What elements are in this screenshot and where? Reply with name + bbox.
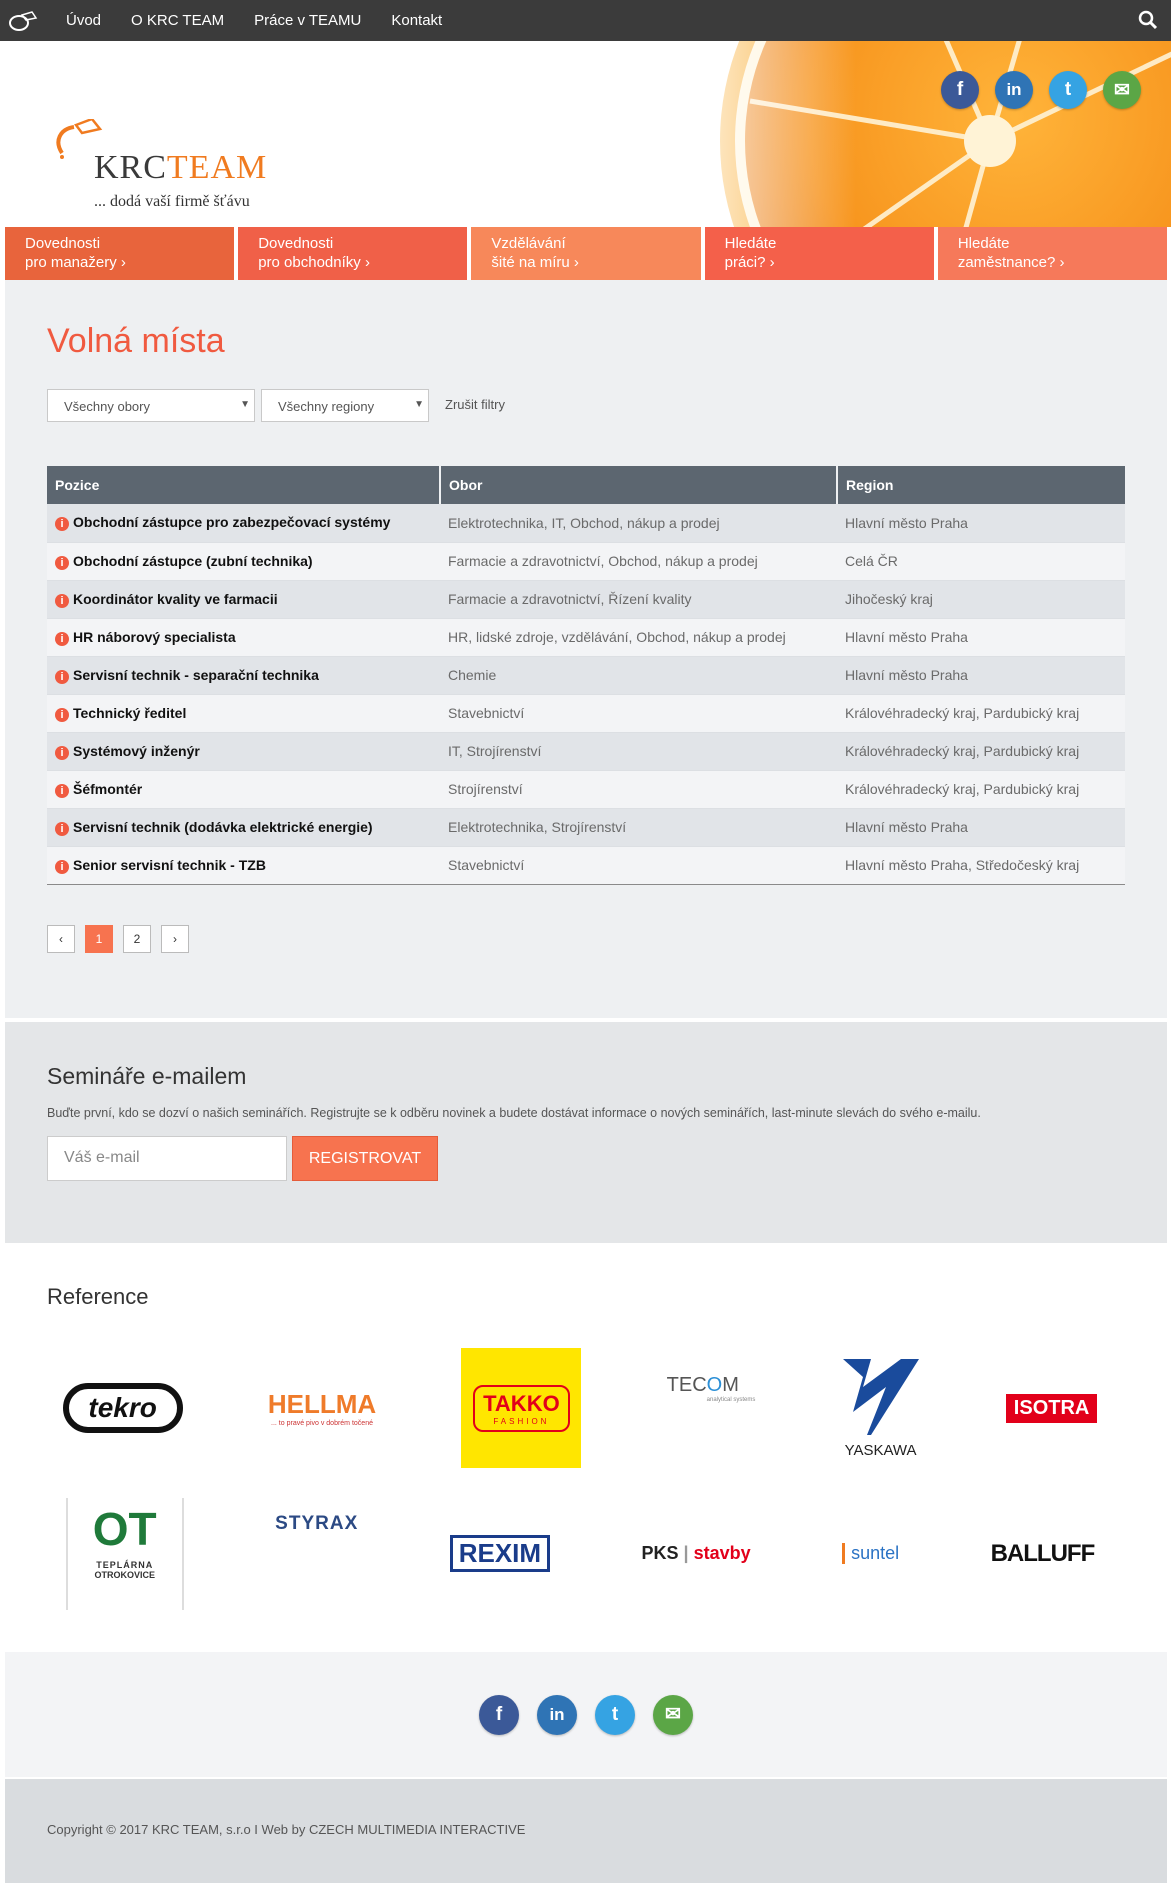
info-icon: i <box>55 822 69 836</box>
brand-tagline: ... dodá vaší firmě šťávu <box>94 193 250 210</box>
info-icon: i <box>55 784 69 798</box>
info-icon: i <box>55 556 69 570</box>
balluff-logo[interactable]: BALLUFF <box>990 1539 1095 1567</box>
hellma-logo[interactable]: HELLMA ... to pravé pivo v dobrém točené <box>267 1389 377 1427</box>
social-links-footer <box>5 1652 1167 1777</box>
home-logo-icon[interactable] <box>6 9 40 33</box>
references-title: Reference <box>47 1284 149 1309</box>
nav-item-kontakt[interactable]: Kontakt <box>391 12 443 29</box>
page-1-button[interactable]: 1 <box>85 925 113 953</box>
top-navigation <box>0 0 1171 41</box>
next-page-button[interactable]: › <box>161 925 189 953</box>
nav-item-o-krc-team[interactable]: O KRC TEAM <box>131 12 225 29</box>
page-2-button[interactable]: 2 <box>123 925 151 953</box>
newsletter-title: Semináře e-mailem <box>47 1063 247 1089</box>
suntel-logo[interactable]: suntel <box>842 1543 899 1564</box>
orange-slice-image <box>660 41 1171 227</box>
footer-copyright <box>5 1779 1167 1883</box>
newsletter-section <box>5 1022 1167 1243</box>
field-filter-select[interactable]: Všechny obory ▼ <box>47 389 255 422</box>
tile-dovednosti-manazeri[interactable]: Dovednosti pro manažery › <box>5 227 234 280</box>
caret-down-icon: ▼ <box>240 399 250 410</box>
copyright-text: Copyright © 2017 KRC TEAM, s.r.o I Web by CZECH MULTIMEDIA INTERACTIVE <box>47 1822 526 1837</box>
tile-vzdelavani[interactable]: Vzdělávání šité na míru › <box>471 227 700 280</box>
info-icon: i <box>55 632 69 646</box>
site-header <box>0 41 1171 227</box>
page-title: Volná místa <box>47 322 225 360</box>
table-row[interactable]: i Koordinátor kvality ve farmacii Farmacie a zdravotnictví, Řízení kvality Jihočeský kraj <box>47 580 1125 618</box>
email-input[interactable]: Váš e-mail <box>47 1136 287 1181</box>
email-icon[interactable]: ✉ <box>653 1695 693 1735</box>
email-icon[interactable]: ✉ <box>1103 71 1141 109</box>
styrax-logo[interactable]: STYRAX <box>275 1512 359 1534</box>
caret-down-icon: ▼ <box>414 399 424 410</box>
jobs-section <box>5 280 1167 1018</box>
tile-dovednosti-obchodnici[interactable]: Dovednosti pro obchodníky › <box>238 227 467 280</box>
jobs-table <box>47 466 1125 885</box>
brand-name: KRCTEAM <box>94 149 268 186</box>
info-icon: i <box>55 594 69 608</box>
teplarna-otrokovice-logo[interactable]: OT TEPLÁRNA OTROKOVICE <box>66 1498 184 1610</box>
twitter-icon[interactable]: t <box>1049 71 1087 109</box>
column-header-region[interactable]: Region <box>837 466 1125 504</box>
yaskawa-logo[interactable]: YASKAWA <box>841 1357 921 1459</box>
column-header-pozice[interactable]: Pozice <box>47 466 440 504</box>
pks-stavby-logo[interactable]: PKS | stavby <box>641 1543 751 1563</box>
info-icon: i <box>55 746 69 760</box>
newsletter-text: Buďte první, kdo se dozví o našich seminářích. Registrujte se k odběru novinek a budete dostávat informace o nových seminářích, last-minute slevách do svého e-mailu. <box>47 1106 981 1120</box>
nav-item-prace-v-teamu[interactable]: Práce v TEAMU <box>254 12 362 29</box>
table-row[interactable]: i Servisní technik (dodávka elektrické energie) Elektrotechnika, Strojírenství Hlavní město Praha <box>47 808 1125 846</box>
info-icon: i <box>55 517 69 531</box>
pagination <box>47 925 189 953</box>
yaskawa-emblem-icon <box>841 1357 921 1437</box>
table-row[interactable]: i Obchodní zástupce pro zabezpečovací systémy Elektrotechnika, IT, Obchod, nákup a prodej Hlavní město Praha <box>47 504 1125 542</box>
rexim-logo[interactable]: REXIM <box>450 1535 550 1572</box>
register-button[interactable]: REGISTROVAT <box>292 1136 438 1181</box>
prev-page-button[interactable]: ‹ <box>47 925 75 953</box>
info-icon: i <box>55 860 69 874</box>
tile-hledate-zamestnance[interactable]: Hledáte zaměstnance? › <box>938 227 1167 280</box>
table-row[interactable]: i HR náborový specialista HR, lidské zdroje, vzdělávání, Obchod, nákup a prodej Hlavní město Praha <box>47 618 1125 656</box>
social-links-header <box>941 71 1141 109</box>
table-row[interactable]: i Servisní technik - separační technika Chemie Hlavní město Praha <box>47 656 1125 694</box>
region-filter-select[interactable]: Všechny regiony ▼ <box>261 389 429 422</box>
facebook-icon[interactable]: f <box>479 1695 519 1735</box>
table-row[interactable]: i Systémový inženýr IT, Strojírenství Královéhradecký kraj, Pardubický kraj <box>47 732 1125 770</box>
tecom-logo[interactable]: TECOM analytical systems <box>666 1373 756 1403</box>
table-row[interactable]: i Šéfmontér Strojírenství Královéhradecký kraj, Pardubický kraj <box>47 770 1125 808</box>
service-tiles <box>5 227 1167 280</box>
nav-item-uvod[interactable]: Úvod <box>66 12 102 29</box>
info-icon: i <box>55 670 69 684</box>
info-icon: i <box>55 708 69 722</box>
twitter-icon[interactable]: t <box>595 1695 635 1735</box>
linkedin-icon[interactable]: in <box>537 1695 577 1735</box>
tile-hledate-praci[interactable]: Hledáte práci? › <box>705 227 934 280</box>
references-row-1 <box>20 1348 1140 1468</box>
table-row[interactable]: i Senior servisní technik - TZB Stavebnictví Hlavní město Praha, Středočeský kraj <box>47 846 1125 884</box>
tekro-logo[interactable]: tekro <box>63 1383 183 1433</box>
search-icon[interactable] <box>1137 9 1159 31</box>
table-row[interactable]: i Technický ředitel Stavebnictví Královéhradecký kraj, Pardubický kraj <box>47 694 1125 732</box>
isotra-logo[interactable]: ISOTRA <box>1006 1394 1098 1423</box>
linkedin-icon[interactable]: in <box>995 71 1033 109</box>
table-row[interactable]: i Obchodní zástupce (zubní technika) Farmacie a zdravotnictví, Obchod, nákup a prodej Celá ČR <box>47 542 1125 580</box>
column-header-obor[interactable]: Obor <box>440 466 837 504</box>
facebook-icon[interactable]: f <box>941 71 979 109</box>
references-row-2 <box>20 1496 1140 1611</box>
takko-logo[interactable]: TAKKO FASHION <box>461 1348 581 1468</box>
clear-filters-link[interactable]: Zrušit filtry <box>445 397 505 412</box>
